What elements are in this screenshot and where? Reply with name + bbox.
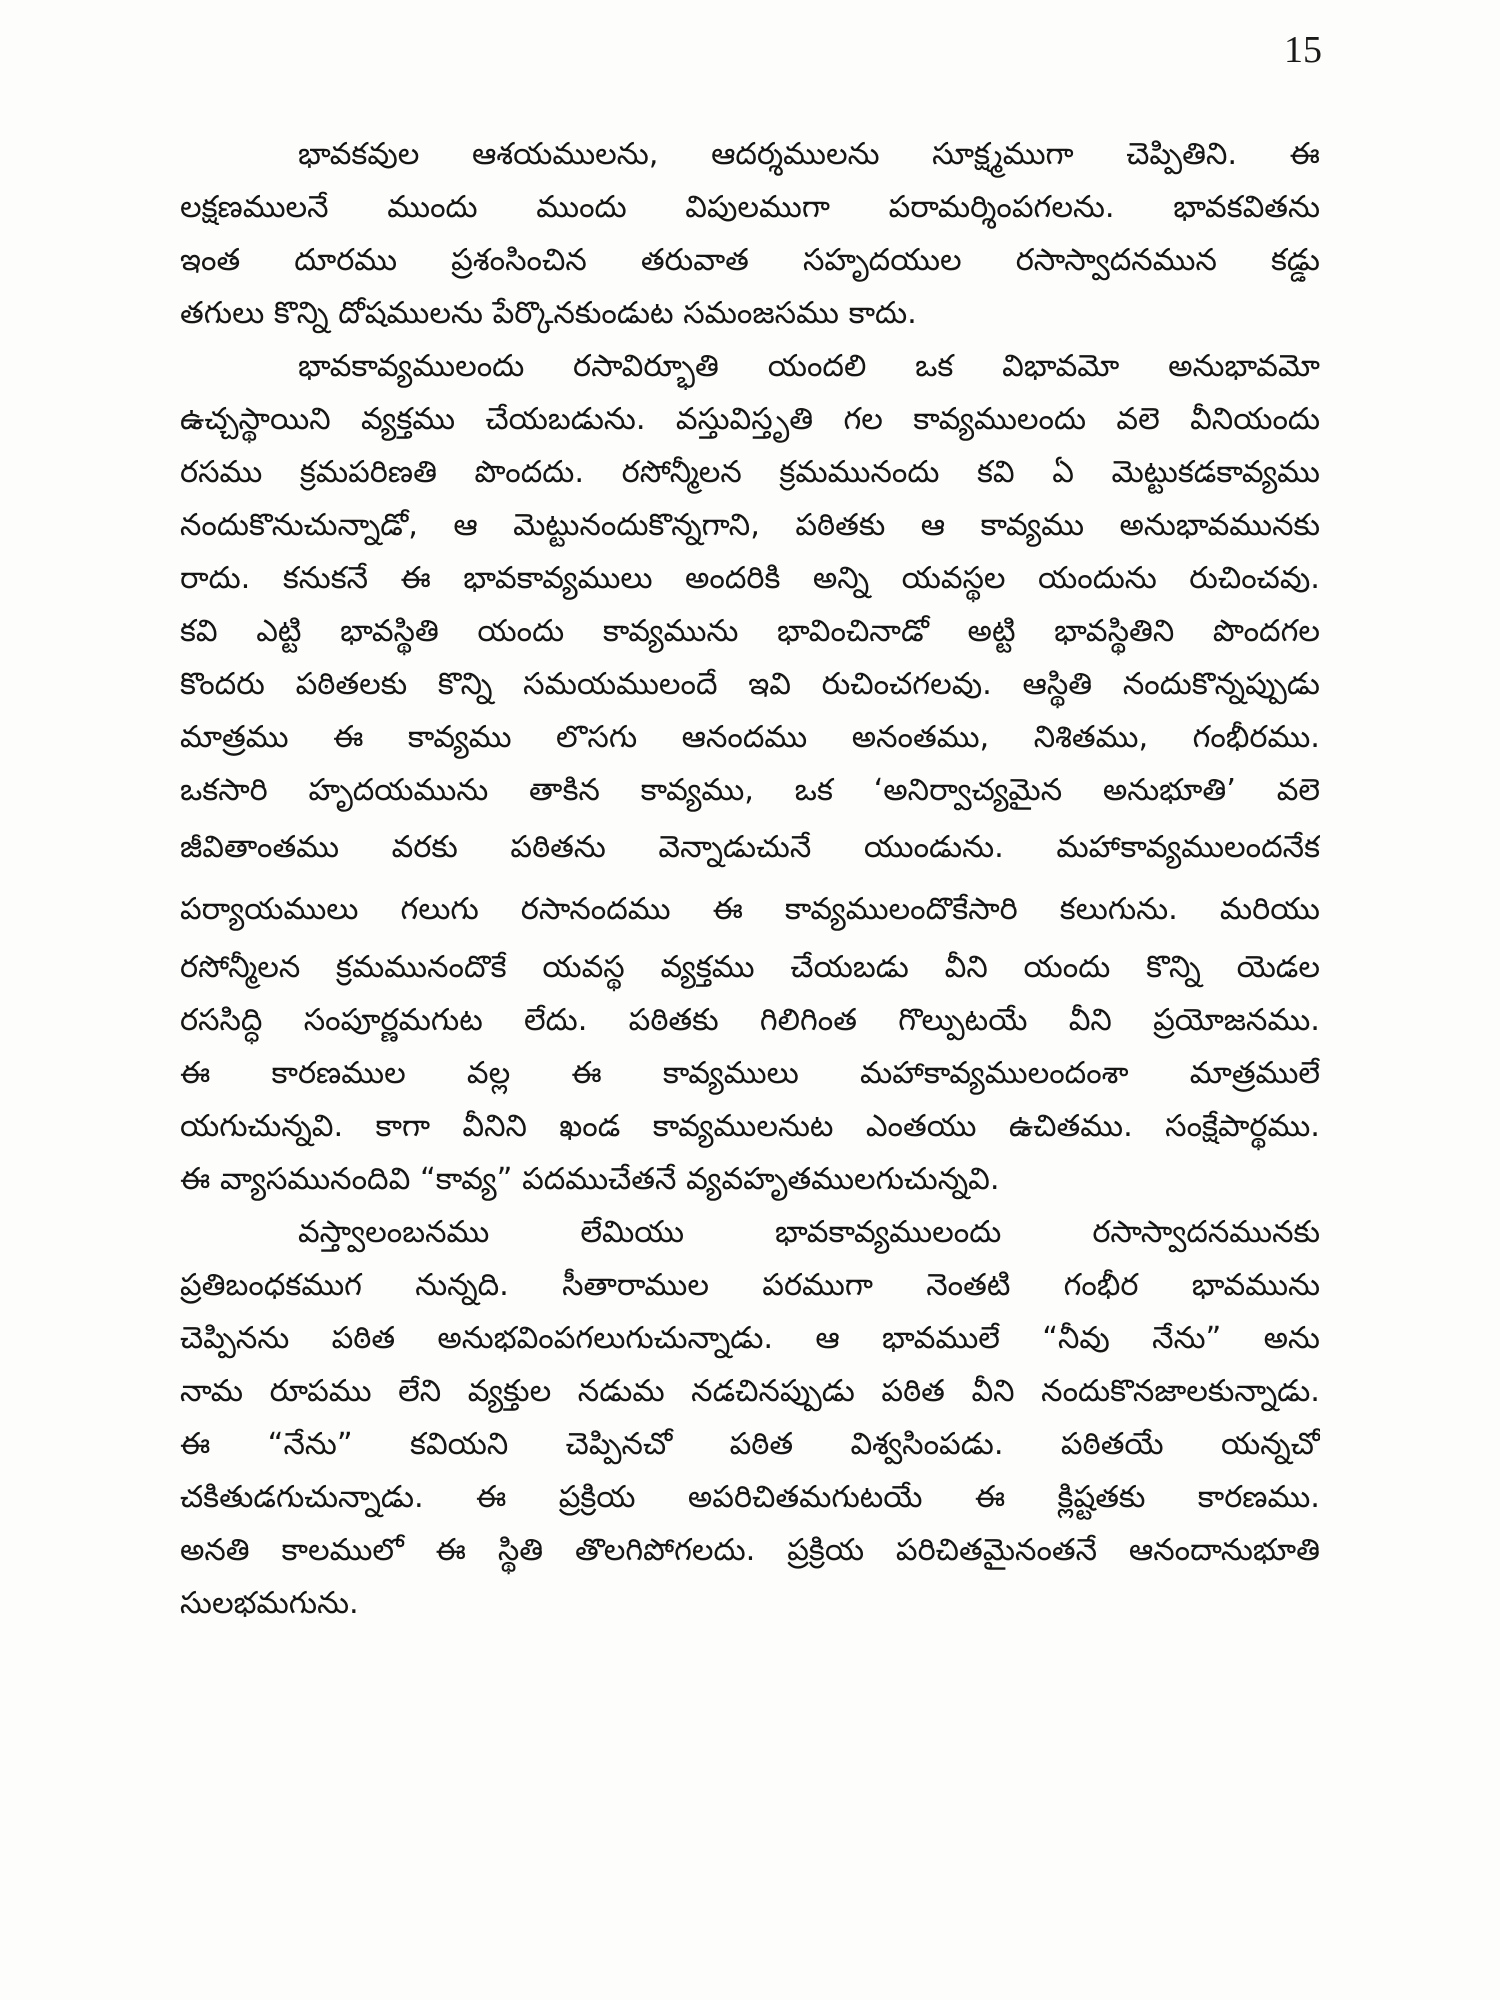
text-line: కొందరు పఠితలకు కొన్ని సమయములందే ఇవి రుచించగలవు. ఆస్థితి నందుకొన్నప్పుడు (180, 667, 1320, 702)
text-line: ఈ కారణముల వల్ల ఈ కావ్యములు మహాకావ్యములందంశా మాత్రములే (180, 1056, 1320, 1091)
text-line: రసోన్మీలన క్రమమునందొకే యవస్థ వ్యక్తము చేయబడు వీని యందు కొన్ని యెడల (180, 950, 1320, 985)
text-line: కవి ఎట్టి భావస్థితి యందు కావ్యమును భావించినాడో అట్టి భావస్థితిని పొందగల (180, 614, 1320, 649)
text-line: ఒకసారి హృదయమును తాకిన కావ్యము, ఒక ‘అనిర్వాచ్యమైన అనుభూతి’ వలె (180, 773, 1320, 808)
text-line: రసము క్రమపరిణతి పొందదు. రసోన్మీలన క్రమమునందు కవి ఏ మెట్టుకడకావ్యము (180, 455, 1320, 490)
text-line: నందుకొనుచున్నాడో, ఆ మెట్టునందుకొన్నగాని, పఠితకు ఆ కావ్యము అనుభావమునకు (180, 508, 1320, 543)
text-line: పర్యాయములు గలుగు రసానందము ఈ కావ్యములందొకేసారి కలుగును. మరియు (180, 892, 1320, 927)
text-line: భావకవుల ఆశయములను, ఆదర్శములను సూక్ష్మముగా చెప్పితిని. ఈ (298, 137, 1320, 172)
text-line: తగులు కొన్ని దోషములను పేర్కొనకుండుట సమంజసము కాదు. (180, 296, 917, 331)
text-line: చెప్పినను పఠిత అనుభవింపగలుగుచున్నాడు. ఆ భావములే “నీవు నేను” అను (180, 1321, 1320, 1356)
text-line: సులభమగును. (180, 1586, 359, 1621)
text-line: భావకావ్యములందు రసావిర్భూతి యందలి ఒక విభావమో అనుభావమో (298, 349, 1320, 384)
text-line: లక్షణములనే ముందు ముందు విపులముగా పరామర్శింపగలను. భావకవితను (180, 190, 1320, 225)
page-number: 15 (1284, 29, 1322, 71)
text-line: అనతి కాలములో ఈ స్థితి తొలగిపోగలదు. ప్రక్రియ పరిచితమైనంతనే ఆనందానుభూతి (180, 1533, 1320, 1568)
text-line: ఇంత దూరము ప్రశంసించిన తరువాత సహృదయుల రసాస్వాదనమున కడ్డు (180, 243, 1320, 278)
text-line: రససిద్ధి సంపూర్ణమగుట లేదు. పఠితకు గిలిగింత గొల్పుటయే వీని ప్రయోజనము. (180, 1003, 1320, 1038)
text-line: వస్త్వాలంబనము లేమియు భావకావ్యములందు రసాస్వాదనమునకు (298, 1215, 1320, 1250)
text-line: ఉచ్చస్థాయిని వ్యక్తము చేయబడును. వస్తువిస్తృతి గల కావ్యములందు వలె వీనియందు (180, 402, 1320, 437)
body-text (180, 128, 1320, 1630)
text-line: జీవితాంతము వరకు పఠితను వెన్నాడుచునే యుండును. మహాకావ్యములందనేక (180, 830, 1320, 865)
text-line: ఈ “నేను” కవియని చెప్పినచో పఠిత విశ్వసింపడు. పఠితయే యన్నచో (180, 1427, 1320, 1462)
text-line: యగుచున్నవి. కాగా వీనిని ఖండ కావ్యములనుట ఎంతయు ఉచితము. సంక్షేపార్థము. (180, 1109, 1320, 1144)
text-line: ఈ వ్యాసమునందివి “కావ్య” పదముచేతనే వ్యవహృతములగుచున్నవి. (180, 1162, 1000, 1197)
text-line: రాదు. కనుకనే ఈ భావకావ్యములు అందరికి అన్ని యవస్థల యందును రుచించవు. (180, 561, 1320, 596)
text-line: నామ రూపము లేని వ్యక్తుల నడుమ నడచినప్పుడు పఠిత వీని నందుకొనజాలకున్నాడు. (180, 1374, 1320, 1409)
text-line: ప్రతిబంధకముగ నున్నది. సీతారాముల పరముగా నెంతటి గంభీర భావమును (180, 1268, 1320, 1303)
text-line: మాత్రము ఈ కావ్యము లొసగు ఆనందము అనంతము, నిశితము, గంభీరము. (180, 720, 1320, 755)
text-line: చకితుడగుచున్నాడు. ఈ ప్రక్రియ అపరిచితమగుటయే ఈ క్లిష్టతకు కారణము. (180, 1480, 1320, 1515)
